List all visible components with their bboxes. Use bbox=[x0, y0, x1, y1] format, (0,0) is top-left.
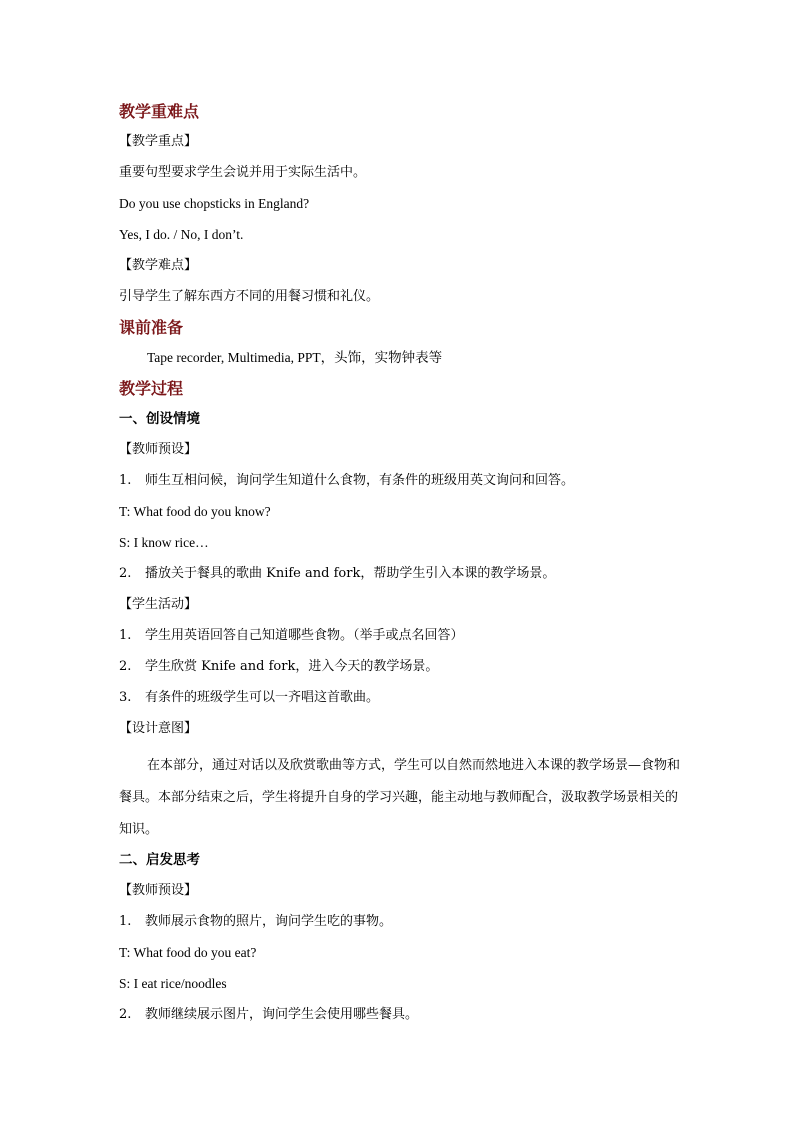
part1-teacher-item-2 bbox=[119, 564, 689, 584]
list-number: 2. bbox=[119, 659, 132, 674]
part2-teacher-label: 【教师预设】 bbox=[119, 883, 198, 898]
part1-student-item-1 bbox=[119, 626, 689, 646]
section-title-prep: 课前准备 bbox=[119, 318, 184, 337]
part1-student-answer: S: I know rice… bbox=[119, 535, 209, 550]
key-points-label: 【教学重点】 bbox=[119, 134, 198, 149]
list-text: 教师展示食物的照片，询问学生吃的事物。 bbox=[145, 914, 393, 929]
section-title-process: 教学过程 bbox=[119, 379, 184, 398]
prep-materials-text: Tape recorder, Multimedia, PPT，头饰，实物钟表等 bbox=[147, 350, 443, 365]
part2-teacher-item-1 bbox=[119, 912, 689, 932]
list-number: 1. bbox=[119, 914, 132, 929]
list-text: 学生用英语回答自己知道哪些食物。（举手或点名回答） bbox=[145, 628, 464, 643]
part1-student-item-2 bbox=[119, 657, 689, 677]
part1-heading: 一、创设情境 bbox=[119, 411, 200, 427]
part2-heading: 二、启发思考 bbox=[119, 852, 200, 868]
list-text: 教师继续展示图片，询问学生会使用哪些餐具。 bbox=[145, 1007, 419, 1022]
list-number: 1. bbox=[119, 628, 132, 643]
part1-teacher-item-1 bbox=[119, 471, 689, 491]
difficult-points-text: 引导学生了解东西方不同的用餐习惯和礼仪。 bbox=[119, 289, 380, 304]
list-text: 学生欣赏 Knife and fork，进入今天的教学场景。 bbox=[145, 659, 439, 674]
list-number: 2. bbox=[119, 566, 132, 581]
key-sentence-question: Do you use chopsticks in England? bbox=[119, 196, 310, 211]
list-text: 播放关于餐具的歌曲 Knife and fork，帮助学生引入本课的教学场景。 bbox=[145, 566, 556, 581]
part1-teacher-label: 【教师预设】 bbox=[119, 442, 198, 457]
part1-design-label: 【设计意图】 bbox=[119, 721, 198, 736]
key-points-text: 重要句型要求学生会说并用于实际生活中。 bbox=[119, 165, 367, 180]
part2-student-answer: S: I eat rice/noodles bbox=[119, 976, 227, 991]
list-number: 3. bbox=[119, 690, 132, 705]
part1-student-item-3 bbox=[119, 688, 689, 708]
part2-teacher-item-2 bbox=[119, 1005, 689, 1025]
part2-teacher-question: T: What food do you eat? bbox=[119, 945, 257, 960]
part1-teacher-question: T: What food do you know? bbox=[119, 504, 271, 519]
list-text: 有条件的班级学生可以一齐唱这首歌曲。 bbox=[145, 690, 380, 705]
list-number: 1. bbox=[119, 473, 132, 488]
part1-student-label: 【学生活动】 bbox=[119, 597, 198, 612]
part1-design-paragraph: 在本部分，通过对话以及欣赏歌曲等方式，学生可以自然而然地进入本课的教学场景—食物和餐具。本部分结束之后，学生将提升自身的学习兴趣，能主动地与教师配合，汲取教学场景相关的知识。 bbox=[119, 758, 681, 837]
difficult-points-label: 【教学难点】 bbox=[119, 258, 198, 273]
list-text: 师生互相问候，询问学生知道什么食物，有条件的班级用英文询问和回答。 bbox=[145, 473, 575, 488]
section-title-difficulty: 教学重难点 bbox=[119, 102, 200, 121]
list-number: 2. bbox=[119, 1007, 132, 1022]
document-page bbox=[119, 100, 689, 1036]
key-sentence-answer: Yes, I do. / No, I don’t. bbox=[119, 227, 244, 242]
